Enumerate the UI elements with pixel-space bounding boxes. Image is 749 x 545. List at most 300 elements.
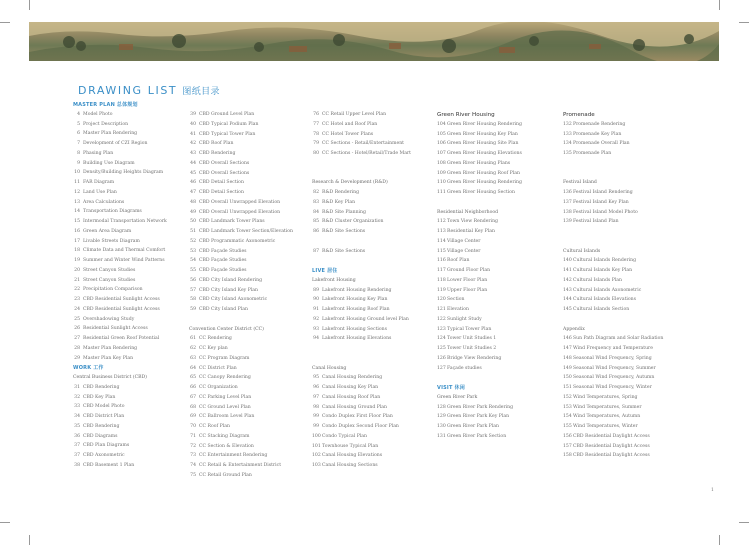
crop-mark (0, 22, 10, 23)
section-heading: MASTER PLAN 总体规划 (73, 102, 138, 108)
drawing-list-item (563, 307, 629, 313)
drawing-page-number: 28 (74, 345, 80, 351)
drawing-list-item (563, 132, 621, 138)
drawing-page-number: 6 (77, 131, 80, 137)
drawing-page-number: 15 (74, 219, 80, 224)
drawing-page-number: 22 (74, 287, 80, 293)
drawing-list-item (437, 366, 482, 372)
drawing-title: Condo Typical Plan (322, 433, 367, 439)
drawing-list-item (73, 209, 142, 215)
drawing-list-item (73, 404, 125, 410)
drawing-title: Livable Streets Diagram (83, 238, 140, 244)
drawing-page-number: 71 (190, 433, 196, 439)
drawing-title: Residential Sunlight Access (83, 326, 148, 332)
drawing-page-number: 70 (190, 424, 196, 429)
drawing-title: Festival Island Rendering (573, 190, 633, 195)
drawing-title: Lakefront Housing Rendering (322, 287, 392, 293)
drawing-page-number: 133 (563, 131, 572, 137)
drawing-page-number: 29 (74, 355, 80, 361)
drawing-title: R&D Cluster Organization (322, 219, 384, 225)
drawing-list-item (73, 385, 119, 391)
drawing-page-number: 72 (190, 443, 196, 449)
group-heading: Green River Park (437, 394, 478, 400)
crop-mark (719, 535, 720, 545)
drawing-list-item (563, 122, 625, 128)
drawing-title: CBD Rendering (83, 384, 120, 390)
drawing-list-item (312, 434, 367, 440)
drawing-title: CC Retail Upper Level Plan (322, 112, 387, 117)
drawing-title: Typical Tower Plan (447, 326, 492, 332)
drawing-page-number: 119 (437, 287, 446, 293)
drawing-list-item (563, 288, 641, 294)
drawing-page-number: 97 (313, 394, 319, 400)
drawing-page-number: 120 (437, 297, 446, 303)
drawing-list-item (73, 122, 128, 128)
drawing-title: CC District Plan (199, 365, 237, 371)
drawing-title: R&D Rendering (322, 190, 360, 195)
drawing-page-number: 156 (563, 433, 572, 439)
drawing-list-item (73, 395, 115, 401)
drawing-page-number: 38 (74, 462, 80, 468)
drawing-title: Ground Floor Plan (447, 268, 491, 273)
drawing-list-item (437, 151, 522, 157)
drawing-title: R&D Site Sections (322, 248, 366, 254)
drawing-title: Festival Island Model Photo (573, 209, 638, 215)
drawing-title: Condo Duplex First Floor Plan (322, 414, 393, 420)
drawing-page-number: 132 (563, 121, 572, 127)
drawing-page-number: 96 (313, 385, 319, 390)
drawing-list-item (189, 346, 228, 352)
drawing-page-number: 102 (312, 453, 321, 459)
drawing-list-item (189, 249, 247, 255)
drawing-page-number: 100 (312, 433, 321, 439)
drawing-list-item (73, 443, 129, 449)
drawing-title: CC Ballroom Level Plan (199, 414, 255, 420)
drawing-title: Canal Housing Sections (322, 463, 378, 468)
drawing-page-number: 128 (437, 404, 446, 410)
drawing-title: Building Use Diagram (83, 160, 135, 166)
drawing-title: Festival Island Key Plan (573, 199, 629, 205)
drawing-title: FAR Diagram (83, 180, 115, 185)
drawing-page-number: 61 (190, 336, 196, 342)
drawing-title: Master Plan Rendering (83, 345, 138, 351)
drawing-list-item (563, 356, 652, 362)
drawing-list-item (189, 239, 275, 245)
drawing-title: CBD Diagrams (83, 433, 118, 439)
drawing-title: CC Sections - Retail/Entertainment (322, 141, 405, 147)
drawing-title: CBD Axonometric (83, 453, 125, 458)
drawing-list-item (312, 210, 366, 216)
drawing-title: Canal Housing Roof Plan (322, 394, 381, 400)
page-number: 1 (711, 488, 714, 493)
drawing-page-number: 131 (437, 433, 446, 439)
section-heading: LIVE 居住 (312, 268, 338, 274)
drawing-page-number: 90 (313, 297, 319, 303)
drawing-list-item (437, 249, 480, 255)
drawing-page-number: 12 (74, 189, 80, 195)
drawing-title: Cultural Islands Plan (573, 277, 622, 283)
drawing-page-number: 112 (437, 219, 446, 225)
drawing-list-item (189, 375, 251, 381)
drawing-page-number: 110 (437, 180, 446, 186)
drawing-list-item (189, 366, 237, 372)
drawing-page-number: 124 (437, 336, 446, 342)
drawing-page-number: 127 (437, 365, 446, 371)
drawing-list-item (189, 307, 248, 313)
drawing-list-item (189, 141, 233, 147)
drawing-list-item (437, 327, 491, 333)
drawing-title: Townhouse Typical Plan (322, 443, 379, 449)
drawing-title: Phasing Plan (83, 150, 114, 156)
drawing-title: Cultural Islands Axonometric (573, 287, 642, 293)
drawing-title: CBD Key Plan (83, 394, 116, 400)
drawing-page-number: 41 (190, 131, 196, 137)
drawing-list-item (312, 132, 373, 138)
drawing-title: CBD Overall Sections (199, 160, 250, 166)
drawing-title: Promenade Key Plan (573, 131, 622, 137)
drawing-list-item (437, 297, 464, 303)
drawing-title: Wind Temperatures, Spring (573, 394, 638, 400)
drawing-title: CC Retail & Entertainment District (199, 463, 282, 468)
drawing-list-item (563, 405, 642, 411)
drawing-page-number: 144 (563, 297, 572, 303)
drawing-page-number: 134 (563, 141, 572, 147)
drawing-title: Seasonal Wind Frequency, Summer (573, 365, 656, 371)
crop-mark (0, 522, 10, 523)
drawing-title: R&D Key Plan (322, 199, 356, 205)
drawing-page-number: 55 (190, 268, 196, 273)
drawing-page-number: 44 (190, 160, 196, 166)
drawing-title: Wind Temperatures, Autumn (573, 414, 641, 420)
drawing-page-number: 135 (563, 151, 572, 156)
drawing-title: CBD Residential Daylight Access (573, 433, 650, 439)
drawing-list-item (73, 307, 160, 313)
drawing-page-number: 10 (74, 170, 80, 176)
drawing-title: Residential Green Roof Potential (83, 336, 160, 341)
drawing-list-item (312, 414, 393, 420)
drawing-page-number: 86 (313, 229, 319, 234)
drawing-title: CBD City Island Key Plan (199, 287, 258, 293)
drawing-page-number: 123 (437, 326, 446, 332)
drawing-title: CC Ground Level Plan (199, 404, 251, 410)
drawing-page-number: 20 (74, 267, 80, 273)
drawing-page-number: 8 (77, 150, 80, 156)
drawing-list-item (437, 219, 498, 225)
scroll-painting-banner (29, 22, 719, 61)
drawing-page-number: 47 (190, 190, 196, 195)
drawing-page-number: 66 (190, 385, 196, 390)
drawing-title: CBD Roof Plan (199, 141, 234, 147)
group-heading: Cultural Islands (563, 248, 601, 254)
drawing-list-item (563, 336, 663, 342)
drawing-title: CC Organization (199, 385, 238, 390)
drawing-list-item (73, 151, 113, 157)
drawing-list-item (312, 200, 355, 206)
drawing-title: CC Hotel Tower Plans (322, 131, 374, 137)
drawing-list-item (73, 112, 113, 118)
drawing-list-item (563, 268, 632, 274)
drawing-page-number: 107 (437, 151, 446, 156)
drawing-page-number: 113 (437, 229, 446, 234)
drawing-list-item (437, 288, 487, 294)
drawing-list-item (73, 180, 114, 186)
drawing-list-item (312, 151, 411, 157)
crop-mark (739, 522, 749, 523)
drawing-page-number: 145 (563, 307, 572, 312)
drawing-title: Green River Park Rendering (447, 404, 514, 410)
drawing-page-number: 99 (313, 414, 319, 420)
drawing-title: Lakefront Housing Ground level Plan (322, 316, 409, 322)
drawing-page-number: 57 (190, 287, 196, 293)
drawing-page-number: 158 (563, 453, 572, 459)
drawing-title: CC Section & Elevation (199, 443, 254, 449)
drawing-list-item (312, 122, 377, 128)
drawing-title: CBD Landmark Tower Plans (199, 219, 265, 225)
drawing-list-item (189, 463, 281, 469)
drawing-title: CBD Façade Studies (199, 248, 247, 254)
drawing-page-number: 153 (563, 404, 572, 410)
drawing-title: CBD Overall Unwrapped Elevation (199, 199, 281, 205)
drawing-title: Roof Plan (447, 258, 470, 264)
drawing-list-item (73, 317, 134, 323)
drawing-page-number: 118 (437, 277, 446, 283)
drawing-page-number: 32 (74, 394, 80, 400)
drawing-page-number: 150 (563, 375, 572, 381)
drawing-page-number: 129 (437, 414, 446, 420)
drawing-page-number: 115 (437, 248, 446, 254)
drawing-page-number: 148 (563, 355, 572, 361)
drawing-list-item (563, 151, 611, 157)
drawing-list-item (437, 414, 509, 420)
drawing-title: Village Center (447, 238, 481, 244)
drawing-list-item (73, 131, 137, 137)
drawing-list-item (73, 170, 163, 176)
drawing-list-item (437, 132, 518, 138)
drawing-title: Seasonal Wind Frequency, Autumn (573, 375, 655, 381)
drawing-list-item (563, 190, 633, 196)
drawing-title: Area Calculations (83, 199, 125, 205)
drawing-list-item (189, 258, 247, 264)
drawing-list-item (73, 278, 135, 284)
drawing-list-item (312, 288, 392, 294)
drawing-title: Tower Unit Studies 2 (447, 346, 497, 351)
drawing-list-item (437, 161, 510, 167)
drawing-list-item (189, 434, 250, 440)
drawing-list-item (563, 219, 619, 225)
drawing-list-item (73, 258, 165, 264)
drawing-page-number: 79 (313, 141, 319, 147)
drawing-page-number: 23 (74, 297, 80, 302)
drawing-title: CBD Overall Unwrapped Elevation (199, 209, 281, 215)
drawing-title: Lakefront Housing Key Plan (322, 297, 388, 303)
drawing-list-item (73, 346, 137, 352)
drawing-page-number: 37 (74, 453, 80, 458)
drawing-list-item (312, 249, 365, 255)
group-heading: Research & Development (R&D) (312, 180, 388, 186)
drawing-page-number: 139 (563, 219, 572, 225)
drawing-page-number: 121 (437, 307, 446, 312)
group-heading: Residential Neighborhood (437, 209, 499, 215)
drawing-list-item (73, 200, 124, 206)
drawing-title: CC Key plan (199, 346, 228, 351)
drawing-page-number: 49 (190, 209, 196, 215)
drawing-list-item (437, 171, 520, 177)
drawing-list-item (312, 453, 382, 459)
drawing-list-item (73, 287, 143, 293)
drawing-title: Density/Building Heights Diagram (83, 170, 164, 176)
drawing-list-item (73, 297, 160, 303)
drawing-list-item (189, 190, 244, 196)
drawing-title: Green River Housing Key Plan (447, 131, 518, 137)
drawing-title: CC Roof Plan (199, 424, 230, 429)
drawing-page-number: 143 (563, 287, 572, 293)
drawing-list-item (563, 424, 638, 430)
drawing-list-item (312, 405, 387, 411)
drawing-title: Master Plan Rendering (83, 131, 138, 137)
group-heading: Central Business District (CBD) (73, 375, 147, 380)
drawing-list-item (189, 336, 232, 342)
drawing-page-number: 89 (313, 287, 319, 293)
crop-mark (29, 535, 30, 545)
drawing-page-number: 64 (190, 365, 196, 371)
drawing-list-item (189, 395, 251, 401)
drawing-page-number: 62 (190, 346, 196, 351)
drawing-title: Cultural Islands Rendering (573, 258, 637, 264)
drawing-page-number: 93 (313, 326, 319, 332)
drawing-page-number: 151 (563, 385, 572, 390)
drawing-list-item (563, 200, 629, 206)
drawing-title: CBD Typical Tower Plan (199, 131, 256, 137)
drawing-list-item (189, 356, 249, 362)
drawing-title: Festival Island Plan (573, 219, 619, 225)
drawing-title: CC Canopy Rendering (199, 375, 251, 381)
drawing-title: R&D Site Planning (322, 209, 366, 215)
drawing-list-item (73, 453, 125, 459)
drawing-page-number: 104 (437, 121, 446, 127)
drawing-title: CBD Typical Podium Plan (199, 121, 259, 127)
drawing-list-item (563, 141, 630, 147)
drawing-list-item (73, 463, 134, 469)
drawing-title: Green River Housing Section (447, 190, 516, 195)
drawing-list-item (189, 161, 249, 167)
drawing-list-item (437, 229, 495, 235)
drawing-page-number: 84 (313, 209, 319, 215)
drawing-title: CBD Detail Section (199, 180, 244, 186)
drawing-list-item (189, 444, 254, 450)
drawing-page-number: 18 (74, 248, 80, 254)
drawing-page-number: 11 (74, 180, 80, 185)
drawing-page-number: 83 (313, 199, 319, 205)
drawing-title: Land Use Plan (83, 189, 117, 195)
drawing-title: CBD Residential Daylight Access (573, 443, 650, 449)
drawing-list-item (563, 395, 638, 401)
drawing-title: CC Stacking Diagram (199, 433, 250, 439)
drawing-list-item (189, 424, 230, 430)
drawing-title: Section (447, 297, 465, 303)
drawing-list-item (189, 219, 265, 225)
drawing-list-item (437, 346, 496, 352)
drawing-title: Cultural Islands Elevations (573, 297, 636, 303)
drawing-page-number: 95 (313, 375, 319, 381)
drawing-list-item (189, 122, 258, 128)
drawing-page-number: 17 (74, 238, 80, 244)
drawing-list-item (312, 307, 390, 313)
drawing-list-item (73, 239, 140, 245)
drawing-title: CBD Façade Studies (199, 268, 247, 273)
drawing-list-item (73, 356, 133, 362)
drawing-page-number: 36 (74, 433, 80, 439)
drawing-list-item (563, 297, 636, 303)
drawing-title: CBD Ground Level Plan (199, 112, 255, 117)
drawing-list-item (189, 112, 254, 118)
drawing-page-number: 142 (563, 277, 572, 283)
drawing-page-number: 122 (437, 316, 446, 322)
group-heading: Lakefront Housing (312, 277, 356, 283)
drawing-page-number: 9 (77, 160, 80, 166)
drawing-page-number: 125 (437, 346, 446, 351)
drawing-title: Green River Housing Roof Plan (447, 170, 520, 176)
drawing-page-number: 5 (77, 121, 80, 127)
drawing-title: CC Retail Ground Plan (199, 472, 252, 478)
drawing-page-number: 25 (74, 316, 80, 322)
drawing-page-number: 82 (313, 190, 319, 195)
drawing-list-item (73, 141, 147, 147)
drawing-list-item (312, 190, 359, 196)
drawing-page-number: 111 (437, 190, 446, 195)
drawing-title: Sun Path Diagram and Solar Radiation (573, 336, 664, 342)
drawing-page-number: 74 (190, 463, 196, 468)
drawing-list-item (563, 210, 638, 216)
drawing-title: Elevation (447, 307, 469, 312)
drawing-title: Promenade Plan (573, 151, 612, 156)
drawing-page-number: 42 (190, 141, 196, 147)
drawing-list-item (437, 239, 480, 245)
drawing-list-item (189, 405, 251, 411)
drawing-page-number: 26 (74, 326, 80, 332)
drawing-title: CBD District Plan (83, 414, 125, 419)
title-english: DRAWING LIST (78, 84, 178, 97)
drawing-title: CBD Programmatic Axonometric (199, 238, 276, 244)
drawing-title: Lower Floor Plan (447, 277, 488, 283)
drawing-list-item (73, 219, 167, 225)
drawing-list-item (73, 336, 159, 342)
drawing-title: Green River Housing Rendering (447, 180, 522, 186)
drawing-page-number: 37 (74, 443, 80, 449)
drawing-page-number: 51 (190, 229, 196, 234)
drawing-page-number: 149 (563, 365, 572, 371)
drawing-title: Façade studies (447, 365, 482, 371)
drawing-page-number: 155 (563, 424, 572, 429)
drawing-page-number: 80 (313, 151, 319, 156)
drawing-title: Promenade Rendering (573, 121, 626, 127)
drawing-page-number: 39 (190, 112, 196, 117)
drawing-title: Canal Housing Elevations (322, 453, 383, 459)
drawing-list-item (73, 190, 117, 196)
drawing-title: Seasonal Wind Frequency, Spring (573, 355, 652, 361)
drawing-title: Bridge View Rendering (447, 355, 502, 361)
drawing-list-item (437, 405, 513, 411)
drawing-page-number: 152 (563, 394, 572, 400)
drawing-page-number: 67 (190, 394, 196, 400)
drawing-list-item (437, 180, 522, 186)
drawing-list-item (563, 444, 650, 450)
page-title (78, 84, 220, 97)
drawing-list-item (312, 375, 382, 381)
drawing-title: CBD Basement 1 Plan (83, 462, 135, 468)
drawing-page-number: 116 (437, 258, 446, 264)
drawing-list-item (189, 288, 258, 294)
drawing-title: Overshadowing Study (83, 316, 135, 322)
